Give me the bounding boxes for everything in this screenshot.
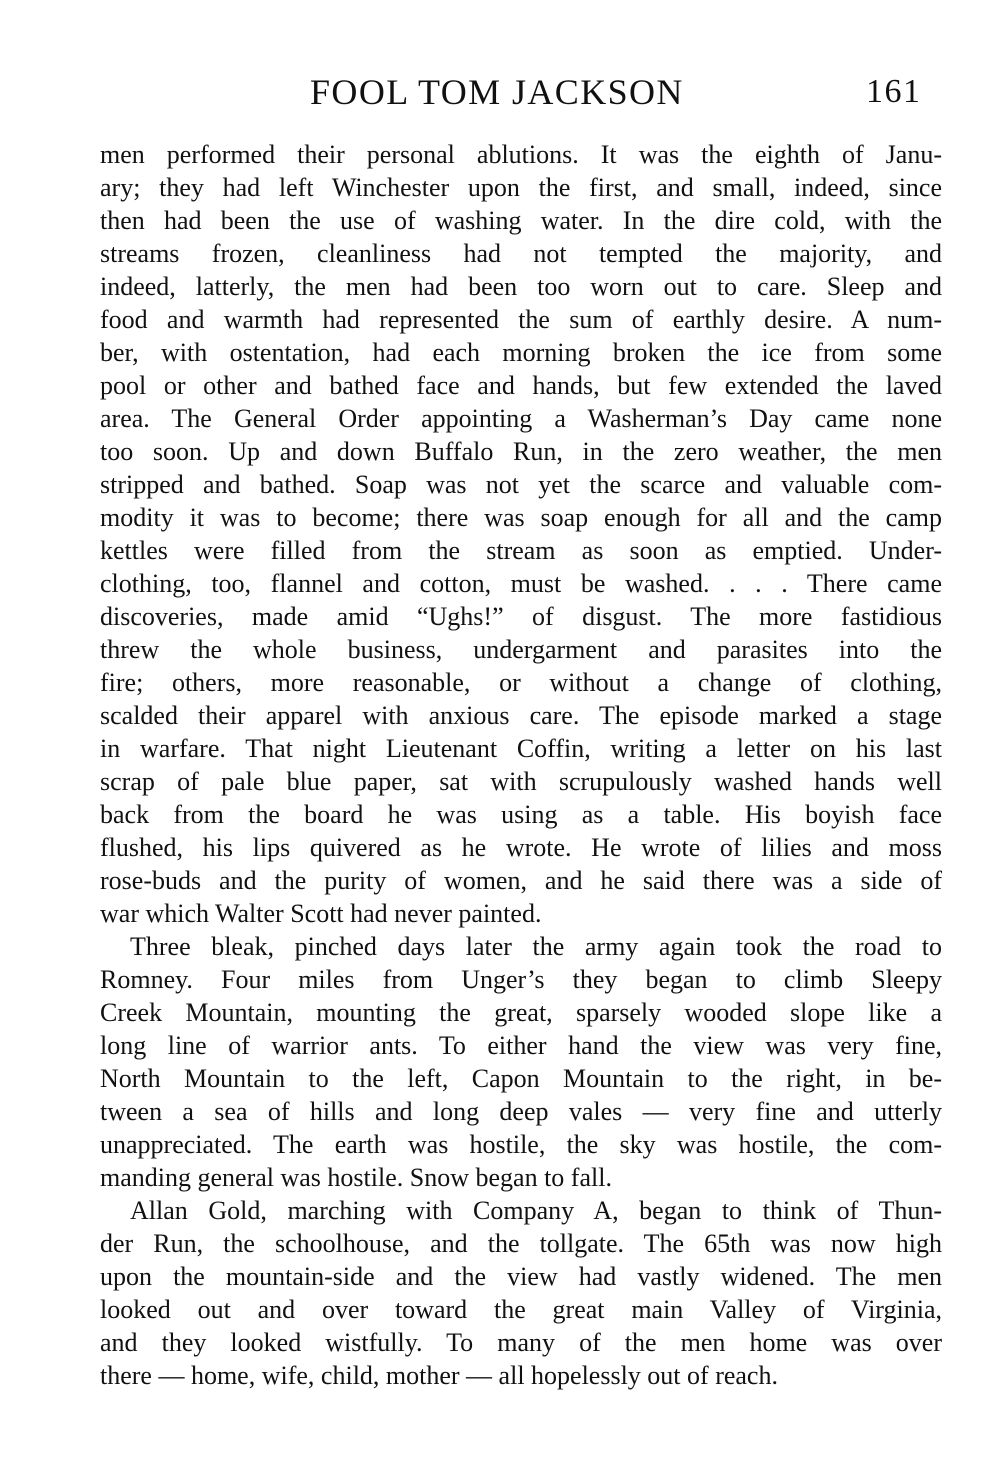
text-line: and they looked wistfully. To many of the men home was over	[100, 1328, 942, 1357]
text-line: looked out and over toward the great main Valley of Virginia,	[100, 1295, 942, 1324]
text-line: indeed, latterly, the men had been too worn out to care. Sleep and	[100, 272, 942, 301]
text-line: Allan Gold, marching with Company A, began to think of Thun-	[130, 1196, 942, 1225]
text-line: in warfare. That night Lieutenant Coffin, writing a letter on his last	[100, 734, 942, 763]
text-line: too soon. Up and down Buffalo Run, in the zero weather, the men	[100, 437, 942, 466]
text-line: ber, with ostentation, had each morning broken the ice from some	[100, 338, 942, 367]
paragraph	[100, 1194, 942, 1392]
text-line: upon the mountain-side and the view had vastly widened. The men	[100, 1262, 942, 1291]
text-line: war which Walter Scott had never painted.	[100, 899, 542, 928]
text-line: ary; they had left Winchester upon the first, and small, indeed, since	[100, 173, 942, 202]
text-line: men performed their personal ablutions. It was the eighth of Janu-	[100, 140, 942, 169]
text-line: discoveries, made amid “Ughs!” of disgust. The more fastidious	[100, 602, 942, 631]
text-line: flushed, his lips quivered as he wrote. He wrote of lilies and moss	[100, 833, 942, 862]
text-line: modity it was to become; there was soap enough for all and the camp	[100, 503, 942, 532]
text-line: pool or other and bathed face and hands, but few extended the laved	[100, 371, 942, 400]
text-line: long line of warrior ants. To either hand the view was very fine,	[100, 1031, 942, 1060]
text-line: scalded their apparel with anxious care. The episode marked a stage	[100, 701, 942, 730]
running-title: FOOL TOM JACKSON	[310, 72, 684, 112]
body-text	[100, 138, 942, 1392]
text-line: scrap of pale blue paper, sat with scrupulously washed hands well	[100, 767, 942, 796]
text-line: food and warmth had represented the sum of earthly desire. A num-	[100, 305, 942, 334]
text-line: Creek Mountain, mounting the great, sparsely wooded slope like a	[100, 998, 942, 1027]
text-line: threw the whole business, undergarment and parasites into the	[100, 635, 942, 664]
text-line: Three bleak, pinched days later the army again took the road to	[130, 932, 942, 961]
text-line: der Run, the schoolhouse, and the tollgate. The 65th was now high	[100, 1229, 942, 1258]
text-line: manding general was hostile. Snow began to fall.	[100, 1163, 612, 1192]
text-line: then had been the use of washing water. In the dire cold, with the	[100, 206, 942, 235]
text-line: back from the board he was using as a table. His boyish face	[100, 800, 942, 829]
text-line: stripped and bathed. Soap was not yet the scarce and valuable com-	[100, 470, 942, 499]
running-head	[0, 66, 1000, 118]
text-line: North Mountain to the left, Capon Mountain to the right, in be-	[100, 1064, 942, 1093]
paragraph	[100, 138, 942, 930]
text-line: fire; others, more reasonable, or without a change of clothing,	[100, 668, 942, 697]
text-line: rose-buds and the purity of women, and he said there was a side of	[100, 866, 942, 895]
text-line: kettles were filled from the stream as soon as emptied. Under-	[100, 536, 942, 565]
text-line: there — home, wife, child, mother — all hopelessly out of reach.	[100, 1361, 778, 1390]
page-number: 161	[866, 73, 922, 110]
text-line: area. The General Order appointing a Washerman’s Day came none	[100, 404, 942, 433]
text-line: tween a sea of hills and long deep vales — very fine and utterly	[100, 1097, 942, 1126]
text-line: clothing, too, flannel and cotton, must be washed. . . . There came	[100, 569, 942, 598]
text-line: Romney. Four miles from Unger’s they began to climb Sleepy	[100, 965, 942, 994]
text-line: unappreciated. The earth was hostile, the sky was hostile, the com-	[100, 1130, 942, 1159]
paragraph	[100, 930, 942, 1194]
text-line: streams frozen, cleanliness had not tempted the majority, and	[100, 239, 942, 268]
